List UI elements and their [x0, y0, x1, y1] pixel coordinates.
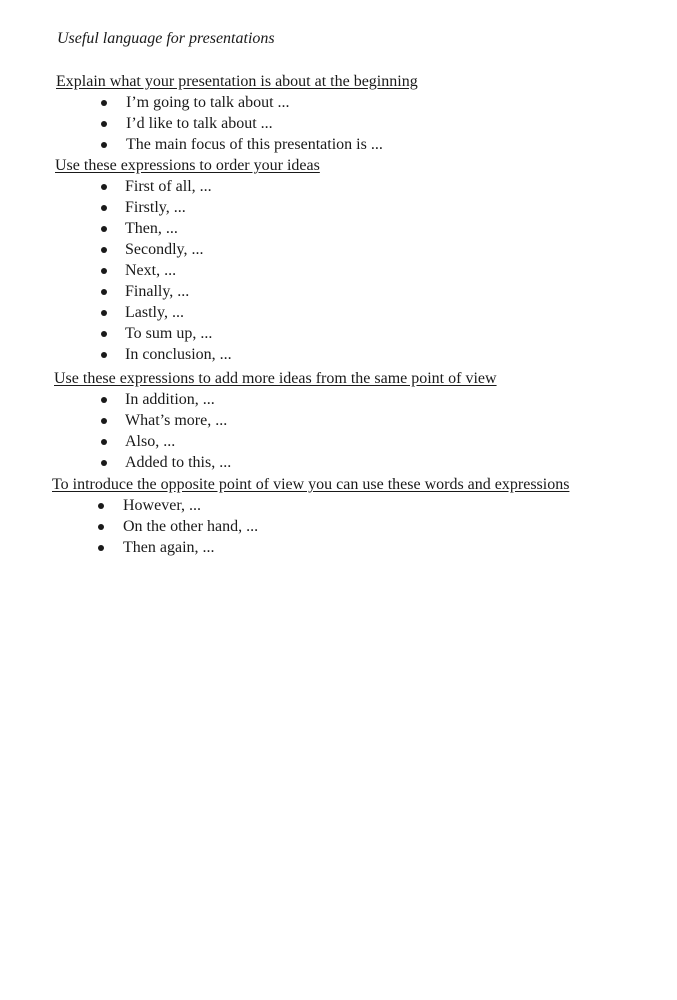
bullet-list: [54, 389, 497, 475]
list-item-text: What’s more, ...: [125, 412, 228, 429]
list-item-text: The main focus of this presentation is ...: [126, 136, 383, 153]
bullet-icon: [101, 331, 107, 337]
bullet-icon: [101, 418, 107, 424]
section-heading: Explain what your presentation is about at the beginning: [56, 73, 418, 90]
list-item-text: To sum up, ...: [125, 325, 213, 342]
list-item-text: I’d like to talk about ...: [126, 115, 273, 132]
bullet-icon: [98, 524, 104, 530]
bullet-icon: [101, 226, 107, 232]
bullet-icon: [101, 205, 107, 211]
bullet-icon: [101, 352, 107, 358]
list-item-text: Secondly, ...: [125, 241, 204, 258]
bullet-icon: [101, 184, 107, 190]
section-explain-topic: [56, 72, 418, 156]
bullet-list: [55, 176, 320, 368]
bullet-icon: [101, 268, 107, 274]
list-item-text: Finally, ...: [125, 283, 190, 300]
bullet-list: [52, 495, 569, 559]
bullet-icon: [101, 397, 107, 403]
list-item-text: Also, ...: [125, 433, 176, 450]
list-item-text: I’m going to talk about ...: [126, 94, 290, 111]
bullet-icon: [101, 289, 107, 295]
section-heading: To introduce the opposite point of view you can use these words and expressions: [52, 476, 570, 493]
bullet-icon: [101, 100, 107, 106]
list-item-text: Lastly, ...: [125, 304, 184, 321]
bullet-icon: [98, 545, 104, 551]
bullet-icon: [101, 310, 107, 316]
bullet-icon: [101, 142, 107, 148]
list-item-text: However, ...: [123, 497, 201, 514]
list-item-text: Then, ...: [125, 220, 178, 237]
section-add-ideas: [54, 369, 497, 475]
document-title: Useful language for presentations: [57, 30, 275, 47]
list-item-text: In conclusion, ...: [125, 346, 232, 363]
bullet-list: [56, 92, 418, 156]
list-item-text: Next, ...: [125, 262, 177, 279]
section-order-ideas: [55, 156, 320, 368]
bullet-icon: [101, 121, 107, 127]
list-item-text: Firstly, ...: [125, 199, 186, 216]
bullet-icon: [98, 503, 104, 509]
list-item-text: Then again, ...: [123, 539, 215, 556]
section-opposite-view: [52, 475, 569, 559]
list-item-text: On the other hand, ...: [123, 518, 259, 535]
bullet-icon: [101, 460, 107, 466]
section-heading: Use these expressions to add more ideas from the same point of view: [54, 370, 497, 387]
section-heading: Use these expressions to order your ideas: [55, 157, 320, 174]
list-item-text: Added to this, ...: [125, 454, 232, 471]
bullet-icon: [101, 247, 107, 253]
bullet-icon: [101, 439, 107, 445]
list-item-text: In addition, ...: [125, 391, 215, 408]
list-item-text: First of all, ...: [125, 178, 212, 195]
